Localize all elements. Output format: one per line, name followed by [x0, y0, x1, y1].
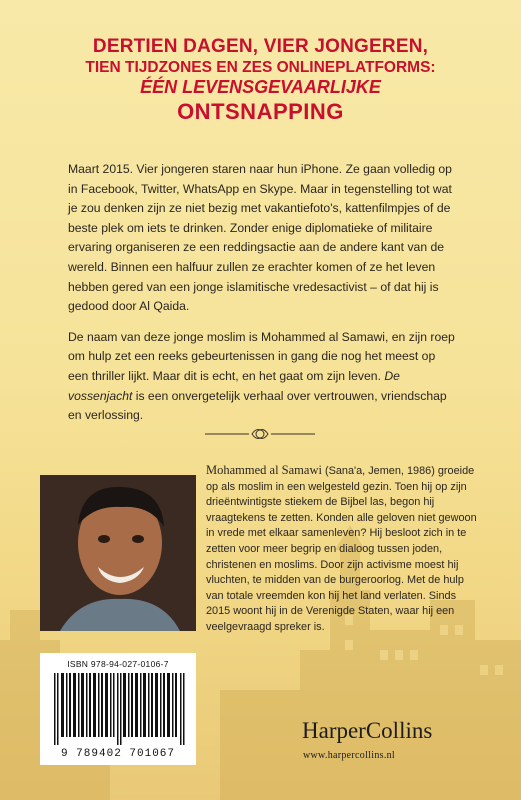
author-name: Mohammed al Samawi [206, 463, 322, 477]
barcode-block [40, 653, 196, 765]
barcode-icon [54, 673, 186, 745]
barcode-number: 9 789402 701067 [60, 748, 176, 760]
book-title-inline: De vossenjacht [68, 368, 400, 403]
blurb-paragraph-2 [68, 328, 458, 426]
isbn-label: ISBN 978-94-027-0106-7 [67, 659, 169, 669]
publisher-logo: HarperCollins [302, 718, 433, 743]
blurb-paragraph-2-end: is een onvergetelijk verhaal over vertrouwen, vriendschap en verlossing. [68, 388, 447, 423]
tagline-line-1: DERTIEN DAGEN, VIER JONGEREN, [92, 36, 429, 57]
tagline-line-2: TIEN TIJDZONES EN ZES ONLINEPLATFORMS: [85, 58, 436, 76]
author-portrait-icon [40, 475, 196, 631]
blurb-paragraph-2-text: De naam van deze jonge moslim is Mohammed al Samawi, en zijn roep om hulp zet een reeks gebeurtenissen in gang die nog het meest op een thriller lijkt. Maar dit is echt, en het gaat om zijn leven. [68, 329, 455, 383]
tagline-line-4: ONTSNAPPING [177, 98, 344, 124]
publisher-url[interactable]: www.harpercollins.nl [303, 750, 395, 761]
author-bio-text: groeide op als moslim in een welgesteld gezin. Toen hij op zijn drieëntwintigste stiekem de Bijbel las, begon hij vraagtekens te zetten. Konden alle geloven niet gewoon in vrede met elkaar samenleven? Hij besloot zich in te zetten voor meer begrip en dialoog tussen joden, christenen en moslims. Door zijn activisme moest hij vluchten, te midden van de burgeroorlog. Met de hulp van totale vreemden kon hij het land verlaten. Sinds 2015 woont hij in de Verenigde Staten, waar hij een veelgevraagd spreker is. [206, 465, 477, 633]
author-bio [206, 463, 481, 636]
tagline [40, 36, 481, 125]
ornamental-divider-icon [205, 427, 315, 441]
blurb-paragraph-1: Maart 2015. Vier jongeren staren naar hun iPhone. Ze gaan volledig op in Facebook, Twitter, WhatsApp en Skype. Maar in tegenstelling tot wat je zou denken zijn ze niet bezig met vakantiefoto's, kattenfilmpjes of de beste plek om iets te drinken. Zonder enige diplomatieke of militaire ervaring organiseren ze een reddingsactie aan de andere kant van de wereld. Binnen een halfuur zullen ze erachter komen of ze het leven hebben gered van een jonge islamitische vredesactivist – of dat hij is gedood door Al Qaida. [68, 162, 452, 314]
author-origin: (Sana'a, Jemen, 1986) [321, 465, 435, 477]
author-photo [40, 475, 196, 631]
book-blurb [68, 160, 458, 437]
tagline-line-3: ÉÉN LEVENSGEVAARLIJKE [140, 77, 381, 98]
